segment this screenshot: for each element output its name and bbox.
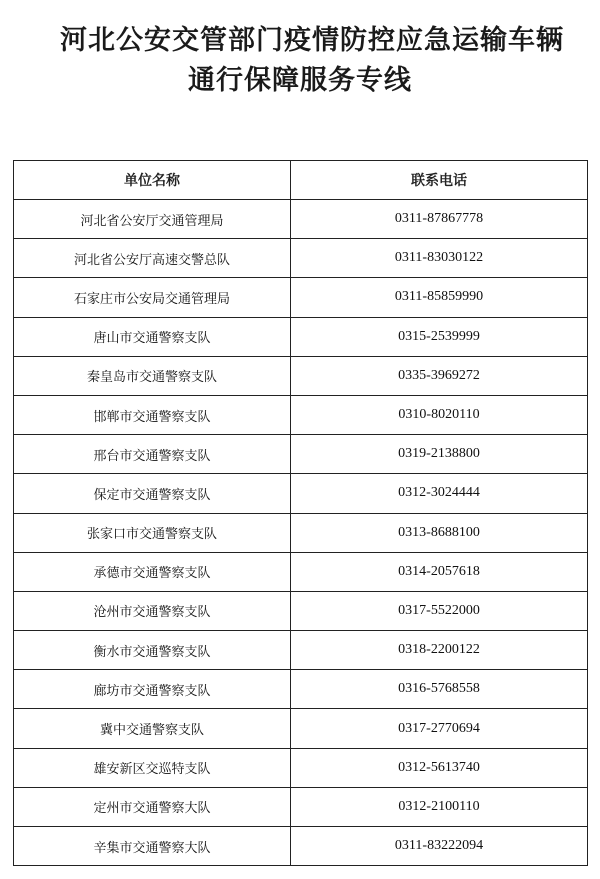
phone-number-cell: 0316-5768558 (291, 670, 588, 709)
document-title-line-1: 河北公安交管部门疫情防控应急运输车辆 (60, 25, 564, 56)
unit-name-cell: 辛集市交通警察大队 (14, 827, 291, 866)
phone-number-cell: 0318-2200122 (291, 631, 588, 670)
phone-number-cell: 0317-2770694 (291, 709, 588, 748)
table-row (14, 239, 588, 278)
table-row (14, 435, 588, 474)
unit-name-cell: 保定市交通警察支队 (14, 474, 291, 513)
unit-name-cell: 邯郸市交通警察支队 (14, 395, 291, 434)
table-row (14, 356, 588, 395)
unit-name-cell: 廊坊市交通警察支队 (14, 670, 291, 709)
table-row (14, 591, 588, 630)
phone-number-cell: 0311-83222094 (291, 827, 588, 866)
phone-number-cell: 0314-2057618 (291, 552, 588, 591)
table-row (14, 513, 588, 552)
table-row (14, 670, 588, 709)
phone-number-cell: 0319-2138800 (291, 435, 588, 474)
unit-name-cell: 河北省公安厅高速交警总队 (14, 239, 291, 278)
unit-name-cell: 河北省公安厅交通管理局 (14, 200, 291, 239)
table-row (14, 748, 588, 787)
phone-number-cell: 0312-2100110 (291, 787, 588, 826)
table-row (14, 278, 588, 317)
table-row (14, 631, 588, 670)
phone-number-cell: 0312-5613740 (291, 748, 588, 787)
unit-name-cell: 邢台市交通警察支队 (14, 435, 291, 474)
table-row (14, 200, 588, 239)
table-header-row (14, 161, 588, 200)
unit-name-cell: 承德市交通警察支队 (14, 552, 291, 591)
unit-name-cell: 唐山市交通警察支队 (14, 317, 291, 356)
document-title-line-2: 通行保障服务专线 (188, 65, 412, 96)
table-row (14, 474, 588, 513)
table-row (14, 787, 588, 826)
column-header-unit: 单位名称 (14, 161, 291, 200)
unit-name-cell: 定州市交通警察大队 (14, 787, 291, 826)
unit-name-cell: 冀中交通警察支队 (14, 709, 291, 748)
unit-name-cell: 石家庄市公安局交通管理局 (14, 278, 291, 317)
phone-number-cell: 0313-8688100 (291, 513, 588, 552)
phone-number-cell: 0311-87867778 (291, 200, 588, 239)
unit-name-cell: 张家口市交通警察支队 (14, 513, 291, 552)
contact-table (13, 160, 588, 866)
unit-name-cell: 沧州市交通警察支队 (14, 591, 291, 630)
phone-number-cell: 0317-5522000 (291, 591, 588, 630)
table-row (14, 395, 588, 434)
phone-number-cell: 0335-3969272 (291, 356, 588, 395)
unit-name-cell: 雄安新区交巡特支队 (14, 748, 291, 787)
phone-number-cell: 0315-2539999 (291, 317, 588, 356)
unit-name-cell: 秦皇岛市交通警察支队 (14, 356, 291, 395)
phone-number-cell: 0312-3024444 (291, 474, 588, 513)
unit-name-cell: 衡水市交通警察支队 (14, 631, 291, 670)
table-row (14, 317, 588, 356)
table-row (14, 709, 588, 748)
phone-number-cell: 0310-8020110 (291, 395, 588, 434)
table-row (14, 827, 588, 866)
phone-number-cell: 0311-83030122 (291, 239, 588, 278)
column-header-phone: 联系电话 (291, 161, 588, 200)
phone-number-cell: 0311-85859990 (291, 278, 588, 317)
table-row (14, 552, 588, 591)
